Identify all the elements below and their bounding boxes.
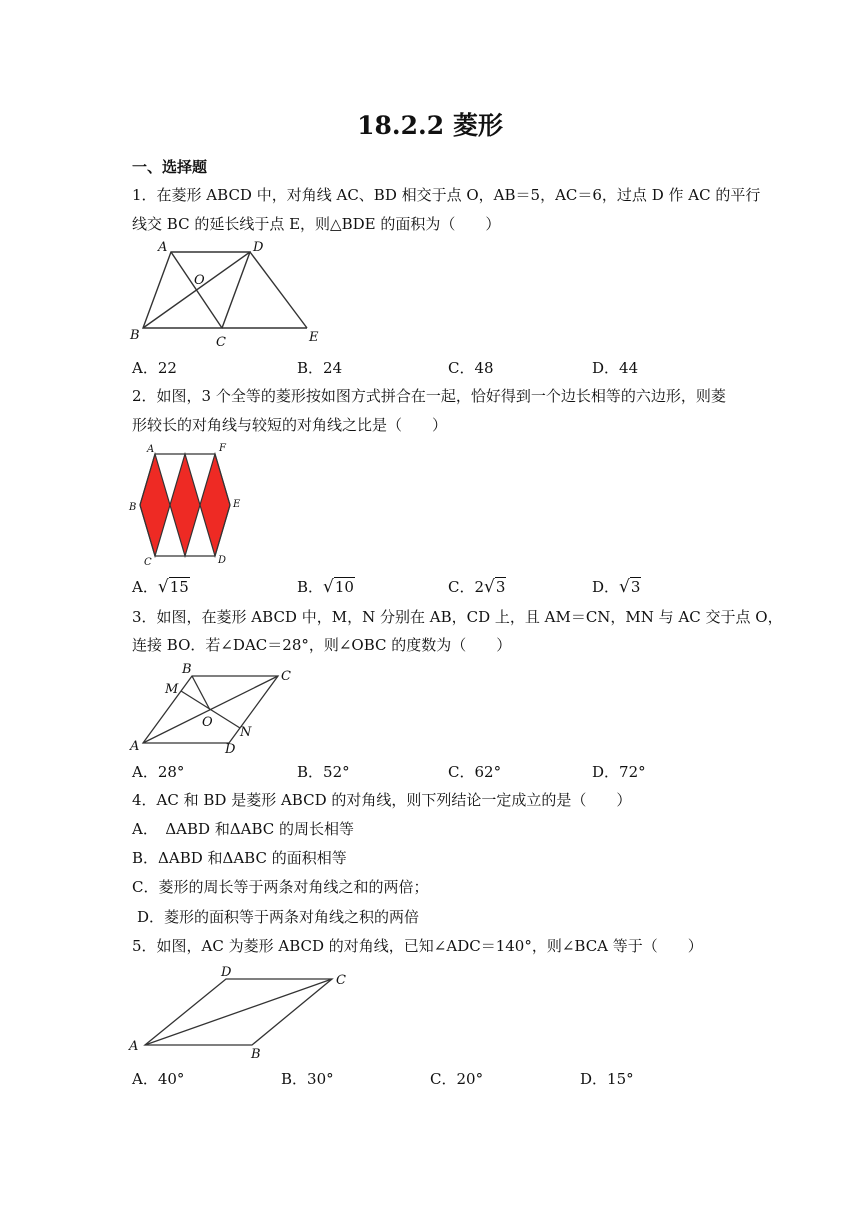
q1-label-e: E — [309, 330, 319, 345]
q2-stem-line2: 形较长的对角线与较短的对角线之比是（ ） — [132, 416, 448, 434]
q5-label-d: D — [221, 965, 232, 980]
q5-option-d[interactable]: D．15° — [580, 1070, 634, 1088]
q2-rhombus-3 — [200, 454, 230, 556]
q1-option-a[interactable]: A．22 — [132, 359, 177, 377]
q3-label-o: O — [202, 715, 213, 730]
q3-label-n: N — [240, 725, 252, 740]
q5-figure — [125, 962, 355, 1060]
q4-option-c[interactable]: C．菱形的周长等于两条对角线之和的两倍； — [132, 878, 429, 896]
q1-label-a: A — [158, 240, 168, 255]
q5-stem: 5．如图，AC 为菱形 ABCD 的对角线，已知∠ADC＝140°，则∠BCA 等于（ ） — [132, 937, 703, 955]
q1-figure — [125, 238, 330, 350]
q2-stem-line1: 2．如图，3 个全等的菱形按如图方式拼合在一起，恰好得到一个边长相等的六边形，则菱 — [132, 387, 726, 405]
q2-label-f: F — [219, 443, 226, 454]
q5-label-a: A — [129, 1039, 139, 1054]
q3-figure — [125, 660, 300, 760]
q3-stem-line1: 3．如图，在菱形 ABCD 中，M，N 分别在 AB，CD 上，且 AM＝CN，MN 与 AC 交于点 O， — [132, 608, 783, 626]
q3-stem-line2: 连接 BO．若∠DAC＝28°，则∠OBC 的度数为（ ） — [132, 636, 512, 654]
q2-rhombus-2 — [170, 454, 200, 556]
q1-option-d[interactable]: D．44 — [592, 359, 639, 377]
q3-option-b[interactable]: B．52° — [297, 763, 350, 781]
q3-label-c: C — [281, 669, 291, 684]
radical-symbol: √3 — [484, 577, 506, 597]
q2-rhombus-1 — [140, 454, 170, 556]
q3-label-b: B — [182, 662, 192, 677]
q1-label-d: D — [253, 240, 264, 255]
q1-stem-line2: 线交 BC 的延长线于点 E，则△BDE 的面积为（ ） — [132, 215, 501, 233]
q1-option-b[interactable]: B．24 — [297, 359, 343, 377]
q2-label-e: E — [233, 499, 241, 510]
q4-option-a[interactable]: A． ΔABD 和ΔABC 的周长相等 — [132, 820, 355, 838]
section-heading: 一、选择题 — [132, 158, 208, 176]
q2-option-d[interactable]: D．√3 — [592, 577, 641, 597]
q5-label-b: B — [251, 1047, 261, 1060]
q2-option-a[interactable]: A．√15 — [132, 577, 189, 597]
q3-option-c[interactable]: C．62° — [448, 763, 502, 781]
q3-option-a[interactable]: A．28° — [132, 763, 185, 781]
q2-option-b[interactable]: B．√10 — [297, 577, 354, 597]
radical-symbol: √15 — [157, 577, 189, 597]
q1-stem-line1: 1．在菱形 ABCD 中，对角线 AC、BD 相交于点 O，AB＝5，AC＝6，过点 D 作 AC 的平行 — [132, 186, 761, 204]
q2-figure — [125, 440, 250, 568]
q3-label-m: M — [165, 682, 179, 697]
radical-symbol: √10 — [323, 577, 354, 597]
q3-option-d[interactable]: D．72° — [592, 763, 646, 781]
q4-option-b[interactable]: B．ΔABD 和ΔABC 的面积相等 — [132, 849, 347, 867]
q3-label-d: D — [225, 742, 236, 757]
q1-diagonal-bd — [143, 252, 250, 328]
q4-option-d[interactable]: D．菱形的面积等于两条对角线之积的两倍 — [137, 908, 420, 926]
q2-label-d: D — [218, 555, 227, 566]
q5-option-a[interactable]: A．40° — [132, 1070, 185, 1088]
q3-label-a: A — [130, 739, 140, 754]
page-title: 18.2.2 菱形 — [357, 111, 503, 140]
q5-diagonal-ac — [145, 979, 332, 1045]
q5-option-c[interactable]: C．20° — [430, 1070, 484, 1088]
q2-label-a: A — [147, 444, 155, 455]
q1-line-de — [250, 252, 307, 328]
q1-label-b: B — [130, 328, 140, 343]
q2-option-c[interactable]: C．2√3 — [448, 577, 506, 597]
q5-option-b[interactable]: B．30° — [281, 1070, 334, 1088]
radical-symbol: √3 — [619, 577, 641, 597]
q1-label-c: C — [216, 335, 226, 350]
q5-label-c: C — [336, 973, 346, 988]
q1-label-o: O — [194, 273, 205, 288]
q2-label-c: C — [144, 557, 152, 568]
q3-line-bo — [192, 676, 210, 710]
q1-option-c[interactable]: C．48 — [448, 359, 494, 377]
q4-stem: 4．AC 和 BD 是菱形 ABCD 的对角线，则下列结论一定成立的是（ ） — [132, 791, 632, 809]
q2-label-b: B — [129, 502, 137, 513]
